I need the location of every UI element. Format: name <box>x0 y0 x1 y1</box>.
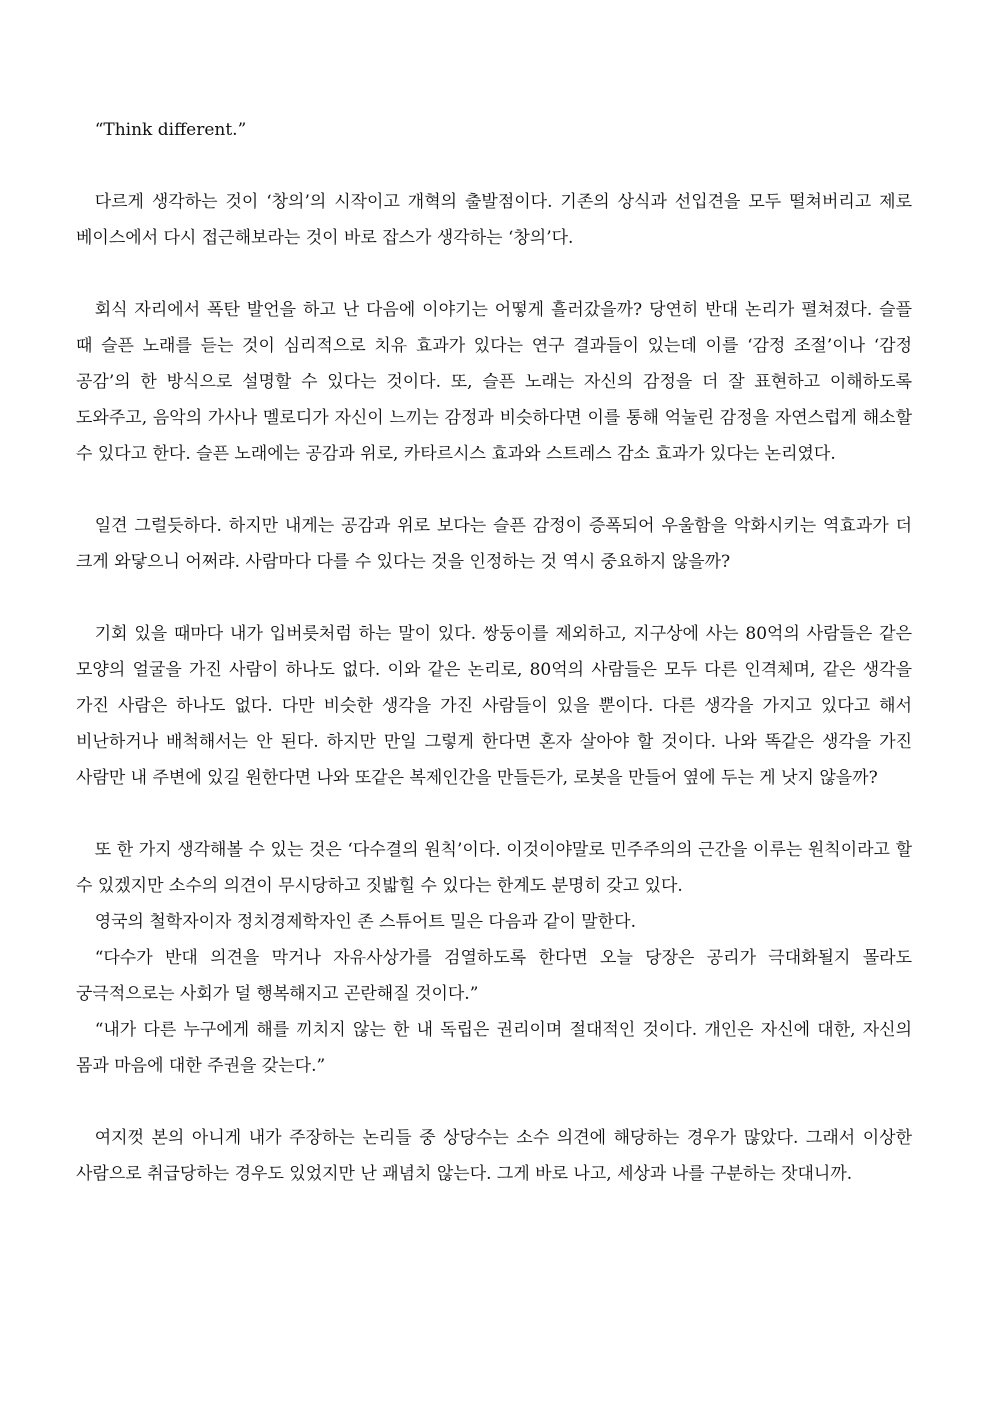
paragraph-counter-effect: 일견 그럴듯하다. 하지만 내게는 공감과 위로 보다는 슬픈 감정이 증폭되어 우울함을 악화시키는 역효과가 더 크게 와닿으니 어쩌랴. 사람마다 다를 수 있다는 것을 인정하는 것 역시 중요하지 않을까? <box>76 516 912 572</box>
paragraph-sad-songs: 회식 자리에서 폭탄 발언을 하고 난 다음에 이야기는 어떻게 흘러갔을까? 당연히 반대 논리가 펼쳐졌다. 슬플 때 슬픈 노래를 듣는 것이 심리적으로 치유 효과가 있다는 연구 결과들이 있는데 이를 ‘감정 조절’이나 ‘감정 공감’의 한 방식으로 설명할 수 있다는 것이다. 또, 슬픈 노래는 자신의 감정을 더 잘 표현하고 이해하도록 도와주고, 음악의 가사나 멜로디가 자신이 느끼는 감정과 비슷하다면 이를 통해 억눌린 감정을 자연스럽게 해소할 수 있다고 한다. 슬픈 노래에는 공감과 위로, 카타르시스 효과와 스트레스 감소 효과가 있다는 논리였다. <box>76 300 912 464</box>
paragraph-closing: 여지껏 본의 아니게 내가 주장하는 논리들 중 상당수는 소수 의견에 해당하는 경우가 많았다. 그래서 이상한 사람으로 취급당하는 경우도 있었지만 난 괘념치 않는다. 그게 바로 나고, 세상과 나를 구분하는 잣대니까. <box>76 1128 912 1184</box>
paragraph-gap <box>76 472 912 508</box>
paragraph-majority-rule: 또 한 가지 생각해볼 수 있는 것은 ‘다수결의 원칙’이다. 이것이야말로 민주주의의 근간을 이루는 원칙이라고 할 수 있겠지만 소수의 의견이 무시당하고 짓밟힐 수 있다는 한계도 분명히 갖고 있다. <box>76 840 912 896</box>
paragraph-gap <box>76 796 912 832</box>
paragraph-creativity: 다르게 생각하는 것이 ‘창의’의 시작이고 개혁의 출발점이다. 기존의 상식과 선입견을 모두 떨쳐버리고 제로 베이스에서 다시 접근해보라는 것이 바로 잡스가 생각하는 ‘창의’다. <box>76 192 912 248</box>
paragraph-gap <box>76 580 912 616</box>
paragraph-gap <box>76 1084 912 1120</box>
mill-quote-2: “내가 다른 누구에게 해를 끼치지 않는 한 내 독립은 권리이며 절대적인 것이다. 개인은 자신에 대한, 자신의 몸과 마음에 대한 주권을 갖는다.” <box>76 1020 912 1076</box>
paragraph-mill-intro: 영국의 철학자이자 정치경제학자인 존 스튜어트 밀은 다음과 같이 말한다. <box>94 912 636 932</box>
document-page <box>76 112 912 1192</box>
mill-quote-1: “다수가 반대 의견을 막거나 자유사상가를 검열하도록 한다면 오늘 당장은 공리가 극대화될지 몰라도 궁극적으로는 사회가 덜 행복해지고 곤란해질 것이다.” <box>76 948 912 1004</box>
paragraph-different-thoughts: 기회 있을 때마다 내가 입버릇처럼 하는 말이 있다. 쌍둥이를 제외하고, 지구상에 사는 80억의 사람들은 같은 모양의 얼굴을 가진 사람이 하나도 없다. 이와 같은 논리로, 80억의 사람들은 모두 다른 인격체며, 같은 생각을 가진 사람은 하나도 없다. 다만 비슷한 생각을 가진 사람들이 있을 뿐이다. 다른 생각을 가지고 있다고 해서 비난하거나 배척해서는 안 된다. 하지만 만일 그렇게 한다면 혼자 살아야 할 것이다. 나와 똑같은 생각을 가진 사람만 내 주변에 있길 원한다면 나와 또같은 복제인간을 만들든가, 로봇을 만들어 옆에 두는 게 낫지 않을까? <box>76 624 912 788</box>
paragraph-gap <box>76 148 912 184</box>
paragraph-gap <box>76 256 912 292</box>
opening-quote: “Think different.” <box>94 120 247 140</box>
